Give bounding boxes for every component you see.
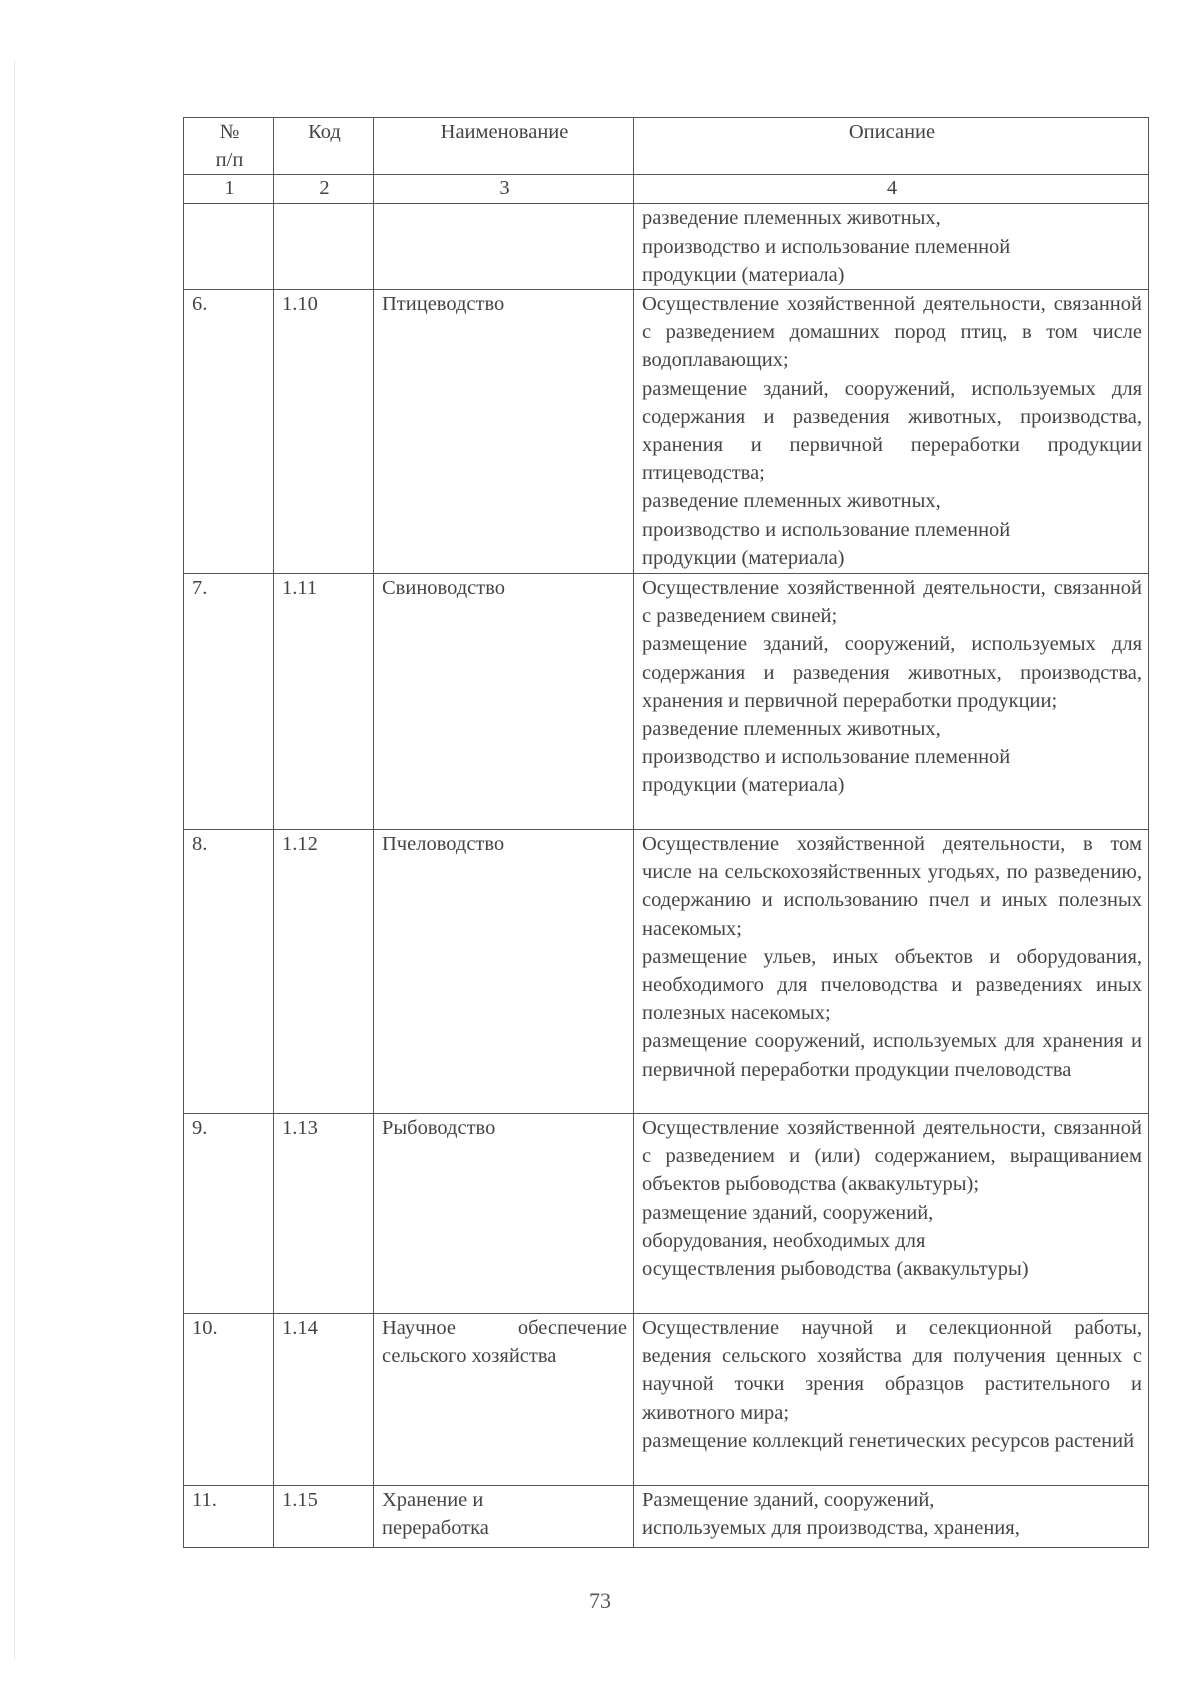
table-row: [184, 830, 1149, 1114]
table-row: [184, 1114, 1149, 1314]
table-header-row: [184, 118, 1149, 175]
cell-description: [634, 1114, 1149, 1314]
cell-name: Пчеловодство: [374, 830, 634, 1114]
cell-code: 1.15: [274, 1486, 374, 1548]
description-paragraph: Осуществление научной и селекционной работы, ведения сельского хозяйства для получения ценных с научной точки зрения образцов растительного и животного мира;: [642, 1317, 1142, 1424]
cell-num: 7.: [184, 574, 274, 830]
cell-code: 1.10: [274, 290, 374, 574]
table-row: [184, 1486, 1149, 1548]
header-num: № п/п: [184, 118, 274, 175]
description-line: продукции (материала): [642, 263, 845, 286]
cell-name: Рыбоводство: [374, 1114, 634, 1314]
description-line: разведение племенных животных,: [642, 207, 941, 230]
description-line: Размещение зданий, сооружений,: [642, 1489, 935, 1512]
cell-name: Свиноводство: [374, 574, 634, 830]
description-line: осуществления рыбоводства (аквакультуры): [642, 1258, 1029, 1281]
column-number: 3: [374, 175, 634, 204]
cell-code: 1.14: [274, 1314, 374, 1486]
cell-num: 10.: [184, 1314, 274, 1486]
cell-description: [634, 574, 1149, 830]
cell-description: [634, 1314, 1149, 1486]
description-line: продукции (материала): [642, 774, 845, 797]
header-description: Описание: [634, 118, 1149, 175]
column-number-row: [184, 175, 1149, 204]
cell-description: [634, 830, 1149, 1114]
cell-code: 1.12: [274, 830, 374, 1114]
cell-description: [634, 1486, 1149, 1548]
cell-name: Научное обеспечение сельского хозяйства: [374, 1314, 634, 1486]
page-number: 73: [589, 1588, 611, 1613]
cell-name: [374, 204, 634, 290]
description-paragraph: размещение зданий, сооружений, используемых для содержания и разведения животных, производства, хранения и первичной переработки продукции;: [642, 633, 1142, 712]
cell-description: [634, 290, 1149, 574]
cell-code: 1.13: [274, 1114, 374, 1314]
cell-description: [634, 204, 1149, 290]
description-paragraph: Осуществление хозяйственной деятельности, связанной с разведением и (или) содержанием, выращиванием объектов рыбоводства (аквакультуры);: [642, 1117, 1142, 1196]
table-row: [184, 290, 1149, 574]
cell-name: Хранение и переработка: [374, 1486, 634, 1548]
description-line: разведение племенных животных,: [642, 718, 941, 741]
column-number: 2: [274, 175, 374, 204]
cell-code: 1.11: [274, 574, 374, 830]
description-paragraph: размещение коллекций генетических ресурсов растений: [642, 1429, 1135, 1452]
description-paragraph: Осуществление хозяйственной деятельности, связанной с разведением свиней;: [642, 577, 1142, 628]
description-paragraph: Осуществление хозяйственной деятельности, в том числе на сельскохозяйственных угодьях, по разведению, содержанию и использованию пчел и иных полезных насекомых;: [642, 833, 1142, 940]
header-name: Наименование: [374, 118, 634, 175]
description-paragraph: размещение сооружений, используемых для хранения и первичной переработки продукции пчеловодства: [642, 1030, 1142, 1081]
cell-num: 8.: [184, 830, 274, 1114]
table-row-continuation: [184, 204, 1149, 290]
table-row: [184, 1314, 1149, 1486]
land-use-table: [183, 117, 1149, 1548]
description-line: размещение зданий, сооружений,: [642, 1201, 934, 1224]
cell-num: 6.: [184, 290, 274, 574]
description-paragraph: размещение ульев, иных объектов и оборудования, необходимого для пчеловодства и разведениях иных полезных насекомых;: [642, 945, 1142, 1025]
description-line: производство и использование племенной: [642, 518, 1011, 541]
cell-num: 9.: [184, 1114, 274, 1314]
description-line: используемых для производства, хранения,: [642, 1517, 1020, 1540]
description-line: продукции (материала): [642, 546, 845, 569]
table-row: [184, 574, 1149, 830]
header-code: Код: [274, 118, 374, 175]
description-paragraph: Осуществление хозяйственной деятельности, связанной с разведением домашних пород птиц, в том числе водоплавающих;: [642, 293, 1142, 372]
column-number: 1: [184, 175, 274, 204]
description-line: производство и использование племенной: [642, 746, 1011, 769]
description-line: разведение племенных животных,: [642, 490, 941, 513]
description-paragraph: размещение зданий, сооружений, используемых для содержания и разведения животных, производства, хранения и первичной переработки продукции птицеводства;: [642, 377, 1142, 485]
description-line: производство и использование племенной: [642, 235, 1011, 258]
column-number: 4: [634, 175, 1149, 204]
scan-edge-line: [14, 60, 15, 1660]
cell-num: 11.: [184, 1486, 274, 1548]
cell-code: [274, 204, 374, 290]
cell-num: [184, 204, 274, 290]
cell-name: Птицеводство: [374, 290, 634, 574]
description-line: оборудования, необходимых для: [642, 1229, 926, 1252]
